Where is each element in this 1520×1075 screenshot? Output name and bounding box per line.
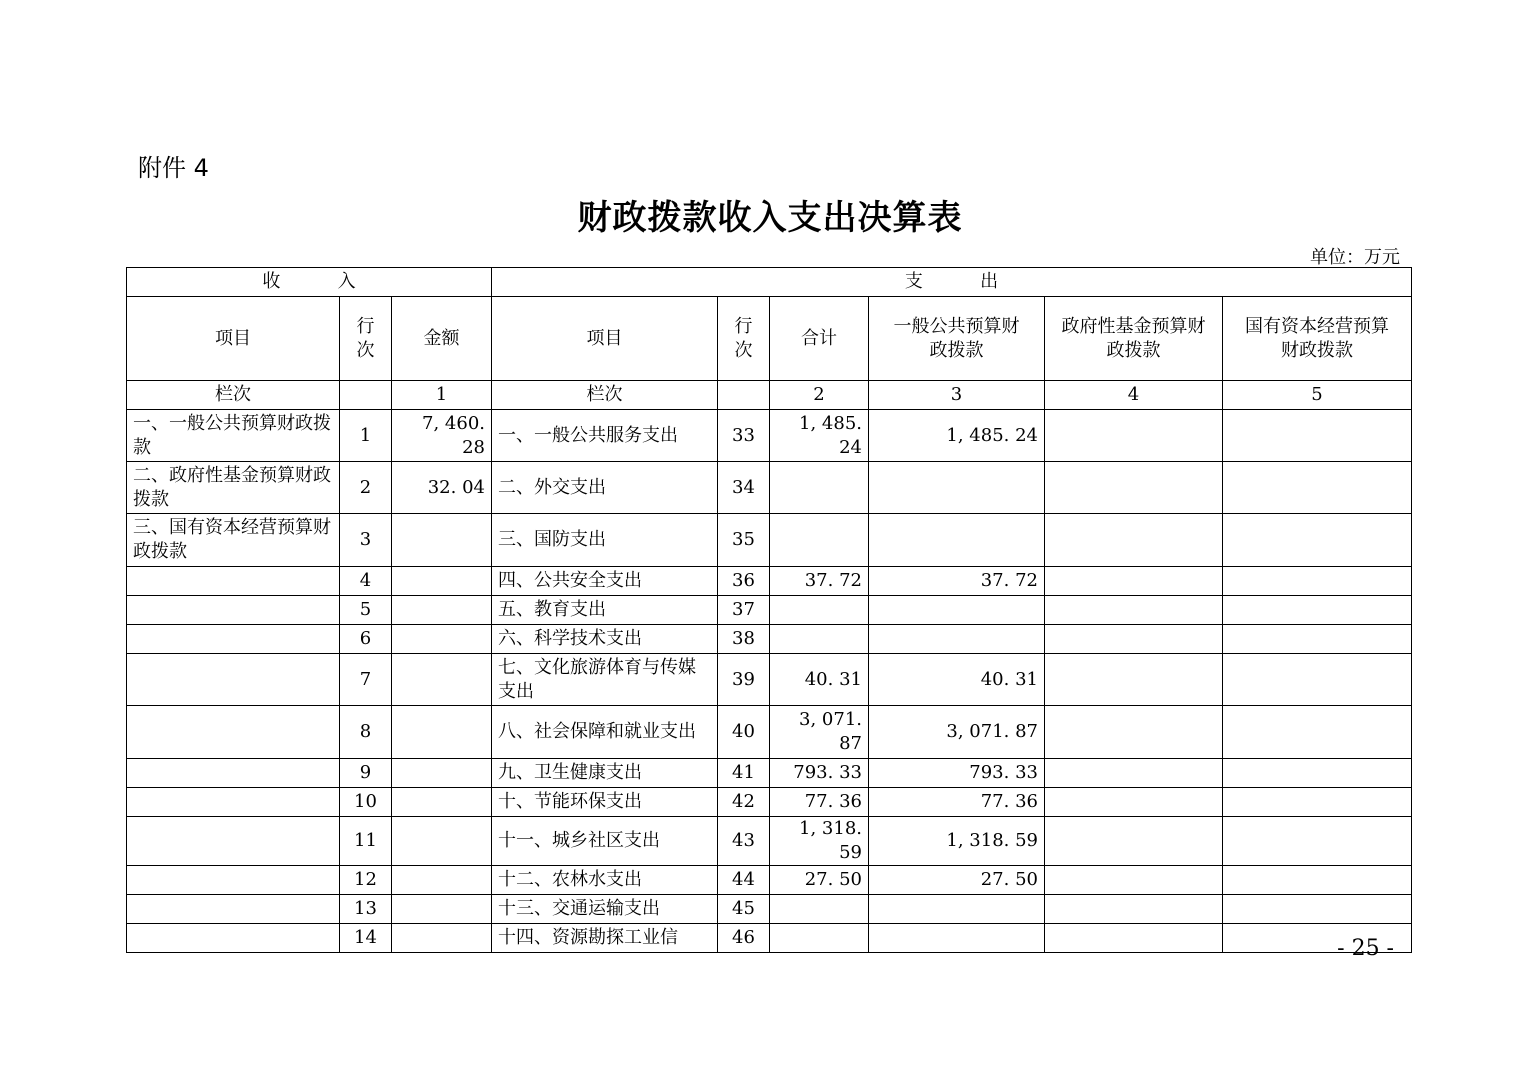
total-cell [770, 924, 869, 953]
table-row [127, 788, 1412, 817]
expense-item-cell: 十一、城乡社区支出 [492, 817, 718, 866]
state-capital-cell [1223, 706, 1412, 759]
expense-item-cell: 七、文化旅游体育与传媒支出 [492, 654, 718, 706]
index-label-income: 栏次 [127, 381, 340, 410]
table-row [127, 817, 1412, 866]
income-amount-cell [392, 706, 492, 759]
total-cell: 37. 72 [770, 567, 869, 596]
income-amount-cell [392, 625, 492, 654]
expense-line-cell: 34 [718, 462, 770, 514]
header-general-budget: 一般公共预算财政拨款 [869, 297, 1045, 381]
income-amount-cell [392, 895, 492, 924]
general-budget-cell: 793. 33 [869, 759, 1045, 788]
state-capital-cell [1223, 759, 1412, 788]
expense-item-cell: 六、科学技术支出 [492, 625, 718, 654]
column-header-row [127, 297, 1412, 381]
expense-item-cell: 一、一般公共服务支出 [492, 410, 718, 462]
expense-item-cell: 十二、农林水支出 [492, 866, 718, 895]
expense-item-cell: 四、公共安全支出 [492, 567, 718, 596]
income-item-cell [127, 759, 340, 788]
table-row [127, 924, 1412, 953]
income-item-cell [127, 866, 340, 895]
general-budget-cell [869, 625, 1045, 654]
index-5: 5 [1223, 381, 1412, 410]
expense-item-cell: 八、社会保障和就业支出 [492, 706, 718, 759]
index-1: 1 [392, 381, 492, 410]
page-title: 财政拨款收入支出决算表 [577, 198, 963, 238]
gov-fund-cell [1045, 462, 1223, 514]
state-capital-cell [1223, 654, 1412, 706]
total-cell: 1, 485. 24 [770, 410, 869, 462]
expense-group-header: 支 出 [492, 268, 1412, 297]
index-row [127, 381, 1412, 410]
expense-item-cell: 十三、交通运输支出 [492, 895, 718, 924]
income-amount-cell [392, 788, 492, 817]
gov-fund-cell [1045, 514, 1223, 567]
expense-line-cell: 37 [718, 596, 770, 625]
total-cell: 3, 071. 87 [770, 706, 869, 759]
appropriation-table [126, 267, 1412, 953]
gov-fund-cell [1045, 866, 1223, 895]
income-line-cell: 9 [340, 759, 392, 788]
income-amount-cell [392, 567, 492, 596]
income-item-cell: 三、国有资本经营预算财政拨款 [127, 514, 340, 567]
general-budget-cell: 1, 318. 59 [869, 817, 1045, 866]
expense-line-cell: 36 [718, 567, 770, 596]
income-amount-cell [392, 596, 492, 625]
total-cell: 40. 31 [770, 654, 869, 706]
header-income-amount: 金额 [392, 297, 492, 381]
expense-item-cell: 十四、资源勘探工业信 [492, 924, 718, 953]
general-budget-cell [869, 895, 1045, 924]
index-label-expense: 栏次 [492, 381, 718, 410]
expense-item-cell: 五、教育支出 [492, 596, 718, 625]
gov-fund-cell [1045, 817, 1223, 866]
total-cell [770, 625, 869, 654]
general-budget-cell [869, 462, 1045, 514]
income-line-cell: 10 [340, 788, 392, 817]
expense-line-cell: 45 [718, 895, 770, 924]
table-row [127, 706, 1412, 759]
attachment-label: 附件 4 [138, 154, 209, 182]
index-3: 3 [869, 381, 1045, 410]
income-item-cell [127, 788, 340, 817]
general-budget-cell [869, 924, 1045, 953]
income-line-cell: 6 [340, 625, 392, 654]
table-row [127, 625, 1412, 654]
expense-line-cell: 43 [718, 817, 770, 866]
table-row [127, 596, 1412, 625]
gov-fund-cell [1045, 596, 1223, 625]
gov-fund-cell [1045, 759, 1223, 788]
expense-line-cell: 33 [718, 410, 770, 462]
index-2: 2 [770, 381, 869, 410]
table-row [127, 514, 1412, 567]
index-4: 4 [1045, 381, 1223, 410]
header-income-line: 行 次 [340, 297, 392, 381]
general-budget-cell: 3, 071. 87 [869, 706, 1045, 759]
income-item-cell [127, 817, 340, 866]
expense-line-cell: 40 [718, 706, 770, 759]
expense-item-cell: 三、国防支出 [492, 514, 718, 567]
table-row [127, 759, 1412, 788]
header-state-capital: 国有资本经营预算财政拨款 [1223, 297, 1412, 381]
income-amount-cell [392, 866, 492, 895]
income-line-cell: 8 [340, 706, 392, 759]
gov-fund-cell [1045, 924, 1223, 953]
expense-line-cell: 41 [718, 759, 770, 788]
income-line-cell: 7 [340, 654, 392, 706]
page-number: - 25 - [1337, 936, 1394, 961]
income-item-cell [127, 895, 340, 924]
general-budget-cell [869, 514, 1045, 567]
income-group-header: 收 入 [127, 268, 492, 297]
table-row [127, 895, 1412, 924]
state-capital-cell [1223, 866, 1412, 895]
income-line-cell: 12 [340, 866, 392, 895]
expense-line-cell: 46 [718, 924, 770, 953]
expense-item-cell: 九、卫生健康支出 [492, 759, 718, 788]
income-line-cell: 4 [340, 567, 392, 596]
header-expense-line: 行 次 [718, 297, 770, 381]
total-cell [770, 895, 869, 924]
income-item-cell: 二、政府性基金预算财政拨款 [127, 462, 340, 514]
gov-fund-cell [1045, 706, 1223, 759]
income-item-cell [127, 596, 340, 625]
income-line-cell: 14 [340, 924, 392, 953]
total-cell: 77. 36 [770, 788, 869, 817]
general-budget-cell: 77. 36 [869, 788, 1045, 817]
header-expense-item: 项目 [492, 297, 718, 381]
state-capital-cell [1223, 462, 1412, 514]
income-amount-cell: 32. 04 [392, 462, 492, 514]
expense-line-cell: 38 [718, 625, 770, 654]
expense-line-cell: 39 [718, 654, 770, 706]
expense-item-cell: 十、节能环保支出 [492, 788, 718, 817]
state-capital-cell [1223, 596, 1412, 625]
general-budget-cell: 1, 485. 24 [869, 410, 1045, 462]
total-cell [770, 514, 869, 567]
income-amount-cell [392, 759, 492, 788]
income-line-cell: 5 [340, 596, 392, 625]
income-amount-cell [392, 924, 492, 953]
total-cell: 1, 318. 59 [770, 817, 869, 866]
state-capital-cell [1223, 895, 1412, 924]
general-budget-cell: 37. 72 [869, 567, 1045, 596]
total-cell [770, 462, 869, 514]
gov-fund-cell [1045, 788, 1223, 817]
unit-label: 单位：万元 [1310, 247, 1400, 268]
gov-fund-cell [1045, 567, 1223, 596]
income-amount-cell [392, 817, 492, 866]
income-item-cell [127, 924, 340, 953]
state-capital-cell [1223, 410, 1412, 462]
index-empty [718, 381, 770, 410]
income-line-cell: 13 [340, 895, 392, 924]
state-capital-cell [1223, 567, 1412, 596]
state-capital-cell [1223, 817, 1412, 866]
general-budget-cell: 27. 50 [869, 866, 1045, 895]
gov-fund-cell [1045, 895, 1223, 924]
income-item-cell [127, 654, 340, 706]
income-item-cell [127, 625, 340, 654]
header-total: 合计 [770, 297, 869, 381]
gov-fund-cell [1045, 654, 1223, 706]
general-budget-cell: 40. 31 [869, 654, 1045, 706]
table-row [127, 567, 1412, 596]
table-row [127, 410, 1412, 462]
income-amount-cell: 7, 460. 28 [392, 410, 492, 462]
expense-line-cell: 42 [718, 788, 770, 817]
income-amount-cell [392, 514, 492, 567]
state-capital-cell [1223, 514, 1412, 567]
table-row [127, 462, 1412, 514]
gov-fund-cell [1045, 625, 1223, 654]
income-line-cell: 2 [340, 462, 392, 514]
gov-fund-cell [1045, 410, 1223, 462]
income-amount-cell [392, 654, 492, 706]
total-cell: 27. 50 [770, 866, 869, 895]
index-empty [340, 381, 392, 410]
income-line-cell: 1 [340, 410, 392, 462]
income-line-cell: 3 [340, 514, 392, 567]
header-gov-fund: 政府性基金预算财政拨款 [1045, 297, 1223, 381]
expense-item-cell: 二、外交支出 [492, 462, 718, 514]
total-cell: 793. 33 [770, 759, 869, 788]
income-item-cell [127, 567, 340, 596]
income-item-cell [127, 706, 340, 759]
general-budget-cell [869, 596, 1045, 625]
income-item-cell: 一、一般公共预算财政拨款 [127, 410, 340, 462]
total-cell [770, 596, 869, 625]
expense-line-cell: 44 [718, 866, 770, 895]
income-line-cell: 11 [340, 817, 392, 866]
group-header-row [127, 268, 1412, 297]
header-income-item: 项目 [127, 297, 340, 381]
table-row [127, 866, 1412, 895]
state-capital-cell [1223, 625, 1412, 654]
state-capital-cell [1223, 788, 1412, 817]
table-row [127, 654, 1412, 706]
expense-line-cell: 35 [718, 514, 770, 567]
